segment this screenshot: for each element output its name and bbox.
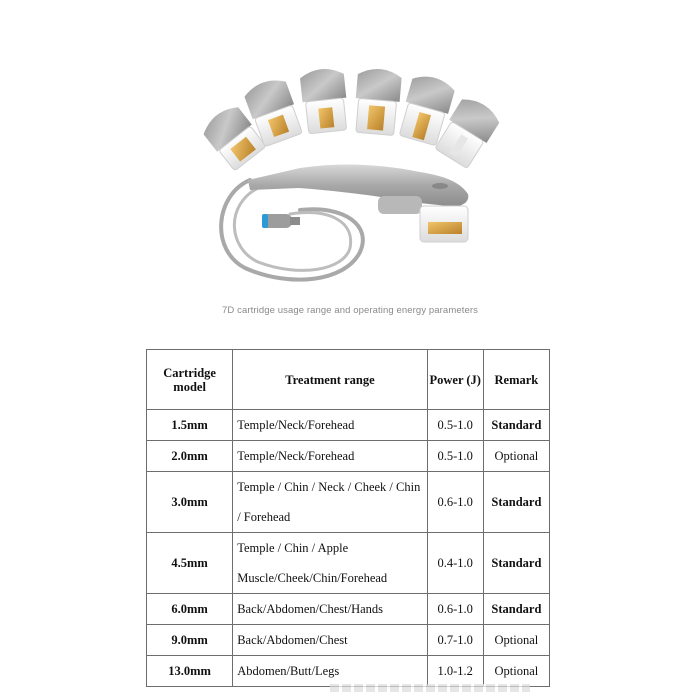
- handpiece: [248, 165, 468, 242]
- power-cell: 1.0-1.2: [427, 656, 483, 687]
- remark-cell: Standard: [483, 472, 549, 533]
- remark-cell: Standard: [483, 410, 549, 441]
- table-row: [147, 594, 550, 625]
- treatment-range-cell: Back/Abdomen/Chest: [233, 625, 427, 656]
- remark-cell: Optional: [483, 656, 549, 687]
- treatment-range-cell: Temple / Chin / Neck / Cheek / Chin / Forehead: [233, 472, 427, 533]
- header-treatment-range: Treatment range: [233, 350, 427, 410]
- table-row: [147, 410, 550, 441]
- cartridge-3: [299, 67, 349, 134]
- remark-cell: Optional: [483, 625, 549, 656]
- power-cell: 0.7-1.0: [427, 625, 483, 656]
- table-row: [147, 441, 550, 472]
- power-cell: 0.6-1.0: [427, 472, 483, 533]
- cartridge-model-cell: 3.0mm: [147, 472, 233, 533]
- treatment-range-cell: Temple / Chin / Apple Muscle/Cheek/Chin/Forehead: [233, 533, 427, 594]
- table-header-row: [147, 350, 550, 410]
- header-power: Power (J): [427, 350, 483, 410]
- remark-cell: Standard: [483, 533, 549, 594]
- treatment-range-cell: Temple/Neck/Forehead: [233, 441, 427, 472]
- cartridge-model-cell: 4.5mm: [147, 533, 233, 594]
- treatment-range-cell: Abdomen/Butt/Legs: [233, 656, 427, 687]
- header-remark: Remark: [483, 350, 549, 410]
- cartridge-4: [353, 67, 402, 136]
- remark-cell: Standard: [483, 594, 549, 625]
- table-row: [147, 656, 550, 687]
- table-row: [147, 625, 550, 656]
- power-cell: 0.4-1.0: [427, 533, 483, 594]
- cartridge-model-cell: 2.0mm: [147, 441, 233, 472]
- treatment-range-cell: Back/Abdomen/Chest/Hands: [233, 594, 427, 625]
- cartridge-model-cell: 9.0mm: [147, 625, 233, 656]
- remark-cell: Optional: [483, 441, 549, 472]
- handpiece-cable: [221, 180, 363, 280]
- table-row: [147, 472, 550, 533]
- header-cartridge-model: Cartridge model: [147, 350, 233, 410]
- power-cell: 0.5-1.0: [427, 410, 483, 441]
- cartridge-model-cell: 13.0mm: [147, 656, 233, 687]
- figure-caption: 7D cartridge usage range and operating energy parameters: [222, 305, 478, 316]
- product-photo: [0, 0, 700, 300]
- cartridge-parameters-table: [146, 349, 550, 687]
- cartridge-model-cell: 1.5mm: [147, 410, 233, 441]
- power-cell: 0.5-1.0: [427, 441, 483, 472]
- watermark: [330, 684, 530, 692]
- cable-connector: [262, 214, 300, 228]
- treatment-range-cell: Temple/Neck/Forehead: [233, 410, 427, 441]
- power-cell: 0.6-1.0: [427, 594, 483, 625]
- table-row: [147, 533, 550, 594]
- cartridge-model-cell: 6.0mm: [147, 594, 233, 625]
